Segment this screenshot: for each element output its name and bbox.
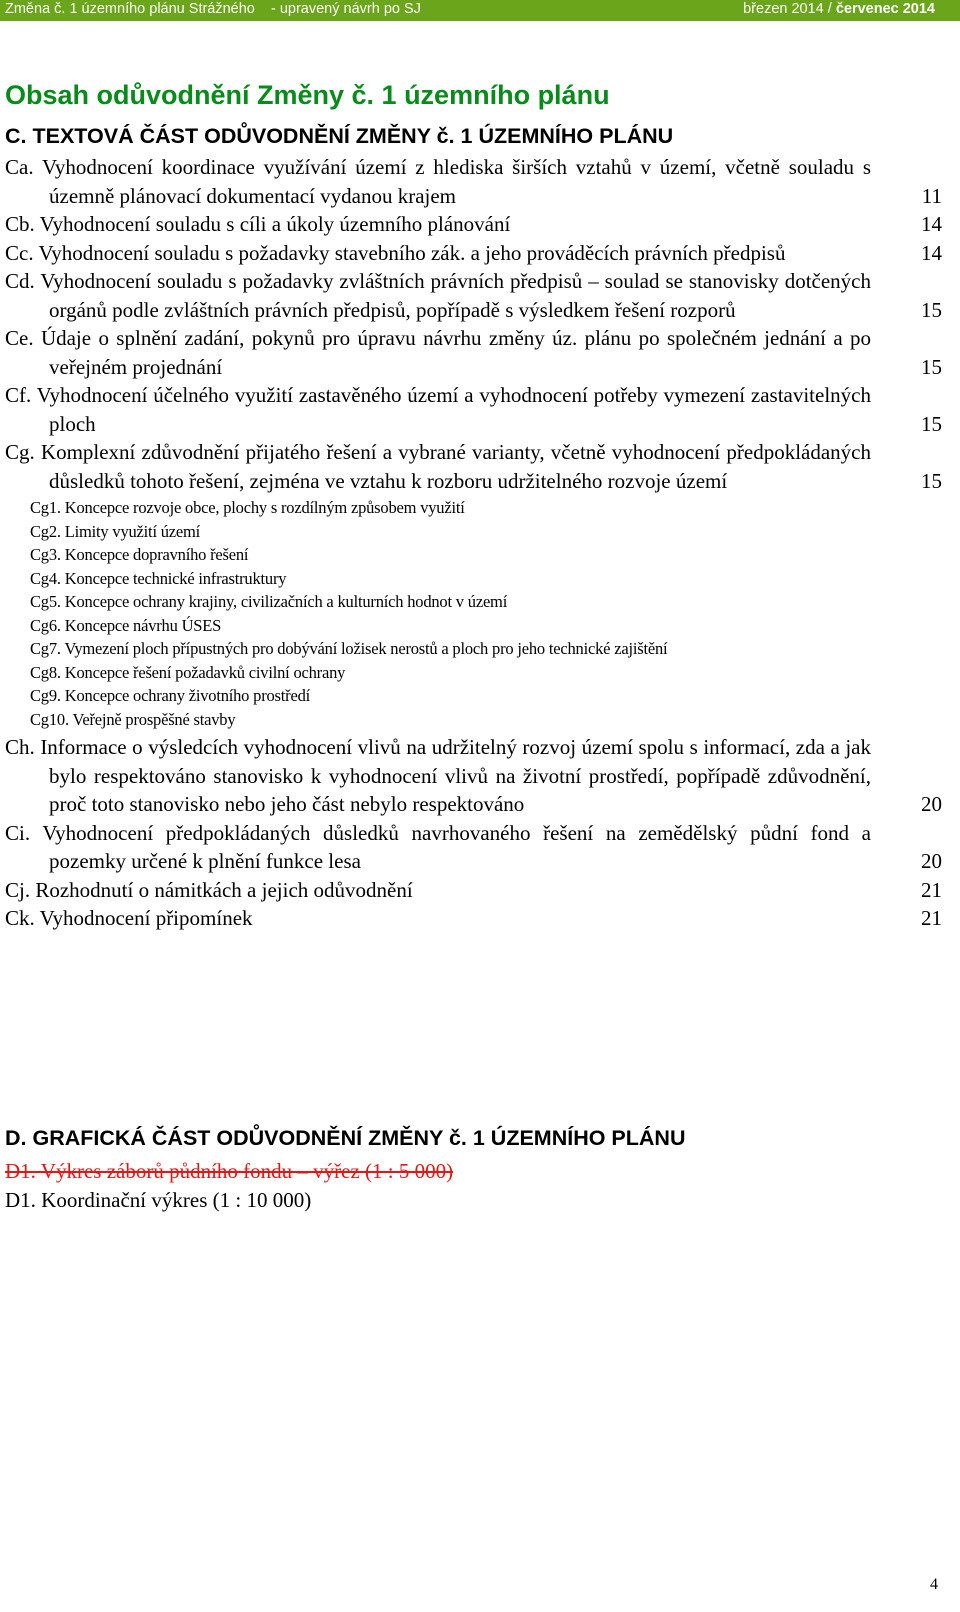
toc-section-c	[5, 153, 942, 933]
toc-entry-ck	[5, 904, 942, 933]
toc-subitem-cg8: Cg8. Koncepce řešení požadavků civilní ochrany	[30, 662, 346, 682]
toc-entry-page: 20	[921, 849, 942, 873]
toc-subitem-cg1: Cg1. Koncepce rozvoje obce, plochy s rozdílným způsobem využití	[30, 498, 465, 517]
toc-entry-text: Ch. Informace o výsledcích vyhodnocení vlivů na udržitelný rozvoj území spolu s informací, zda a jak bylo respektováno stanovisko k vyhodnocení vlivů na životní prostředí, popřípadě zdůvodnění, proč toto stanovisko nebo jeho část nebylo respektováno	[5, 735, 871, 816]
toc-entry-ce	[5, 324, 942, 381]
header-date	[743, 0, 935, 19]
toc-entry-cf	[5, 381, 942, 438]
toc-entry-page: 15	[921, 297, 942, 322]
header-document-title: Změna č. 1 územního plánu Strážného - upravený návrh po SJ	[5, 1, 421, 17]
toc-subitem-cg9: Cg9. Koncepce ochrany životního prostředí	[30, 686, 311, 705]
toc-entry-cc	[5, 239, 942, 268]
toc-entry-text: Cb. Vyhodnocení souladu s cíli a úkoly územního plánování	[5, 212, 511, 236]
toc-entry-page: 14	[921, 240, 942, 265]
toc-entry-text: Ci. Vyhodnocení předpokládaných důsledků navrhovaného řešení na zemědělský půdní fond a pozemky určené k plnění funkce lesa	[5, 820, 871, 873]
toc-entry-ch	[5, 733, 942, 819]
toc-entry-text: Cc. Vyhodnocení souladu s požadavky stavebního zák. a jeho prováděcích právních předpisů	[5, 240, 786, 265]
toc-cg-subitems	[5, 496, 942, 731]
toc-entry-text: Cd. Vyhodnocení souladu s požadavky zvláštních právních předpisů – soulad se stanovisky dotčených orgánů podle zvláštních právních předpisů, popřípadě s výsledkem řešení rozporů	[5, 269, 871, 322]
toc-subitem-cg6: Cg6. Koncepce návrhu ÚSES	[30, 615, 222, 635]
toc-entry-page: 14	[921, 212, 942, 236]
toc-entry-text: Ck. Vyhodnocení připomínek	[5, 906, 253, 930]
section-c-title: C. TEXTOVÁ ČÁST ODŮVODNĚNÍ ZMĚNY č. 1 ÚZEMNÍHO PLÁNU	[5, 124, 674, 148]
toc-entry-page: 15	[921, 354, 942, 379]
header-date-original: březen 2014 /	[743, 1, 836, 17]
toc-subitem-cg3: Cg3. Koncepce dopravního řešení	[30, 545, 249, 564]
toc-entry-page: 21	[921, 906, 942, 930]
toc-subitem-cg4: Cg4. Koncepce technické infrastruktury	[30, 568, 287, 588]
toc-entry-page: 20	[921, 792, 942, 816]
toc-entry-page: 11	[921, 183, 942, 208]
toc-entry-cb	[5, 210, 942, 239]
toc-entry-ci	[5, 819, 942, 876]
toc-entry-text: Cj. Rozhodnutí o námitkách a jejich odůvodnění	[5, 877, 413, 902]
page-title: Obsah odůvodnění Změny č. 1 územního plánu	[5, 80, 610, 110]
toc-subitem-cg5: Cg5. Koncepce ochrany krajiny, civilizačních a kulturních hodnot v území	[30, 592, 508, 611]
header-date-revised: červenec 2014	[835, 1, 935, 17]
toc-subitem-cg10: Cg10. Veřejně prospěšné stavby	[30, 709, 236, 729]
toc-entry-cg	[5, 438, 942, 495]
section-d-title: D. GRAFICKÁ ČÁST ODŮVODNĚNÍ ZMĚNY č. 1 ÚZEMNÍHO PLÁNU	[5, 1126, 686, 1150]
toc-entry-text: Cf. Vyhodnocení účelného využití zastavěného území a vyhodnocení potřeby vymezení zastavitelných ploch	[5, 383, 871, 436]
section-d-struck-item: D1. Výkres záborů půdního fondu – výřez (1 : 5 000)	[5, 1159, 454, 1183]
toc-entry-cd	[5, 267, 942, 324]
toc-entry-page: 15	[921, 468, 942, 493]
section-d-item: D1. Koordinační výkres (1 : 10 000)	[5, 1188, 312, 1212]
page-number: 4	[930, 1576, 938, 1593]
toc-subitem-cg7: Cg7. Vymezení ploch přípustných pro dobývání ložisek nerostů a ploch pro jeho technické zajištění	[30, 639, 668, 658]
page-header	[0, 0, 960, 21]
toc-entry-text: Ca. Vyhodnocení koordinace využívání území z hlediska širších vztahů v území, včetně souladu s územně plánovací dokumentací vydanou krajem	[5, 155, 871, 208]
toc-entry-page: 15	[921, 411, 942, 436]
toc-subitem-cg2: Cg2. Limity využití území	[30, 521, 201, 541]
toc-entry-text: Ce. Údaje o splnění zadání, pokynů pro úpravu návrhu změny úz. plánu po společném jednání a po veřejném projednání	[5, 326, 871, 379]
toc-entry-cj	[5, 876, 942, 905]
toc-entry-page: 21	[921, 877, 942, 902]
toc-entry-text: Cg. Komplexní zdůvodnění přijatého řešení a vybrané varianty, včetně vyhodnocení předpokládaných důsledků tohoto řešení, zejména ve vztahu k rozboru udržitelného rozvoje území	[5, 440, 871, 493]
toc-entry-ca	[5, 153, 942, 210]
